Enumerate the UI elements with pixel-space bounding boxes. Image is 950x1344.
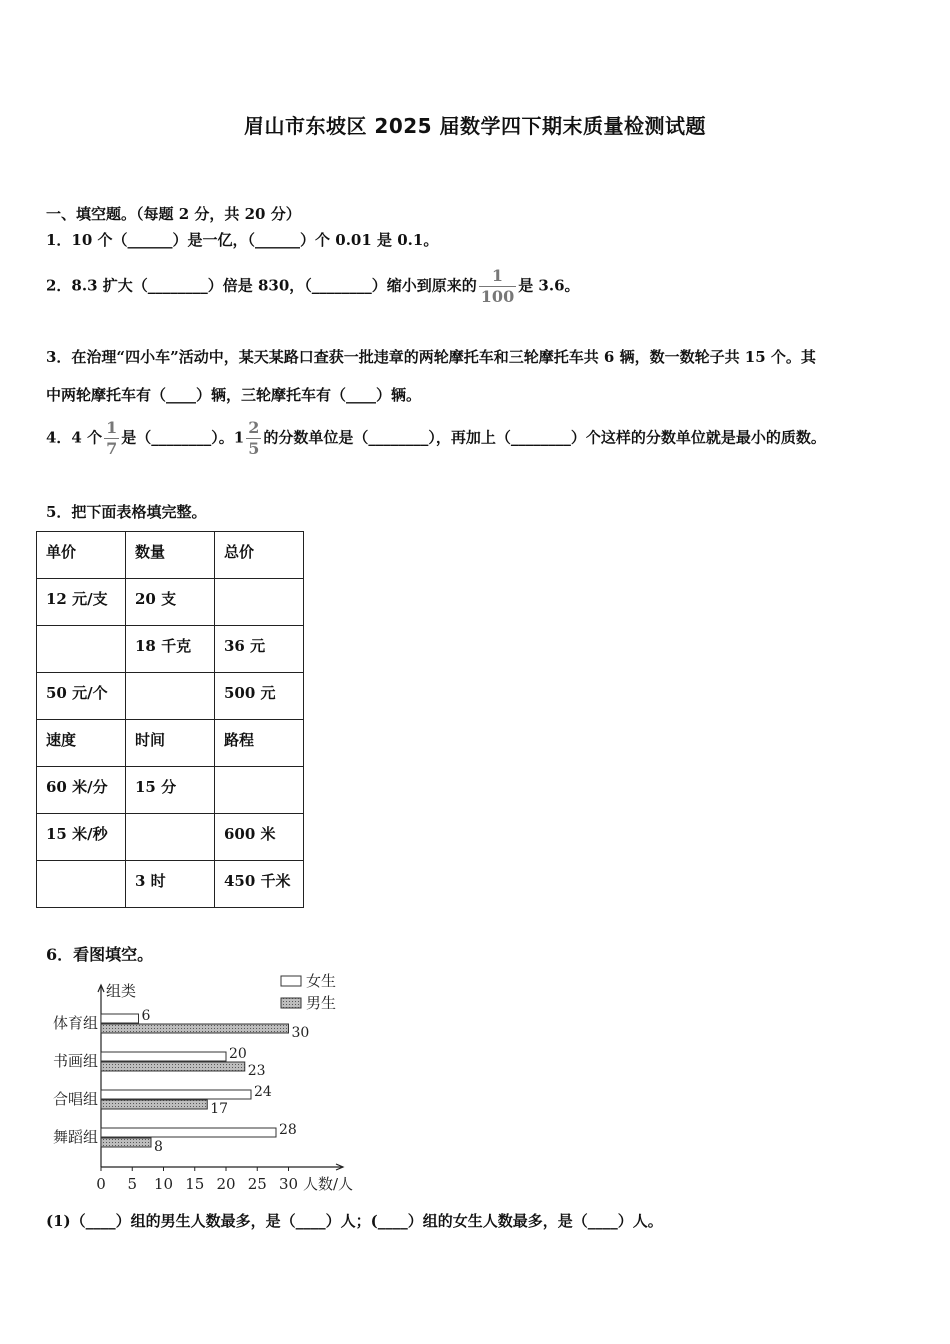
- data-label-boys: 17: [210, 1101, 229, 1117]
- bar-girls: [101, 1014, 139, 1023]
- table-row: [37, 814, 304, 861]
- category-label: 合唱组: [52, 1090, 98, 1108]
- fraction-2-5: [246, 420, 261, 457]
- question-1: 1．10 个（______）是一亿，（______）个 0.01 是 0.1。: [46, 231, 439, 249]
- category-label: 体育组: [52, 1014, 98, 1032]
- table-cell: 500 元: [215, 673, 304, 720]
- table-cell: 60 米/分: [37, 767, 126, 814]
- table-cell: 15 分: [126, 767, 215, 814]
- question-4-pre: 4．4 个: [46, 428, 103, 447]
- table-row: [37, 673, 304, 720]
- legend-label-boys: 男生: [306, 994, 337, 1012]
- table-cell: 36 元: [215, 626, 304, 673]
- x-tick-label: 5: [127, 1175, 138, 1193]
- data-label-girls: 6: [141, 1008, 151, 1024]
- x-tick-label: 0: [96, 1175, 106, 1193]
- question-3-line2: 中两轮摩托车有（____）辆，三轮摩托车有（____）辆。: [46, 386, 422, 404]
- data-label-boys: 30: [291, 1025, 310, 1041]
- table-cell: 15 米/秒: [37, 814, 126, 861]
- bar-boys: [101, 1024, 289, 1033]
- table-cell: 数量: [126, 532, 215, 579]
- bar-boys: [101, 1100, 207, 1109]
- data-label-boys: 23: [247, 1063, 266, 1079]
- table-cell: 450 千米: [215, 861, 304, 908]
- fraction-denominator: 100: [480, 287, 515, 306]
- fraction-1-7: [104, 420, 119, 457]
- table-cell: 50 元/个: [37, 673, 126, 720]
- section-heading: 一、填空题。（每题 2 分，共 20 分）: [46, 205, 301, 223]
- table-cell: 20 支: [126, 579, 215, 626]
- data-label-girls: 24: [254, 1084, 272, 1100]
- question-4: [46, 420, 826, 457]
- bar-boys: [101, 1138, 151, 1147]
- table-cell: [126, 673, 215, 720]
- question-5: 5．把下面表格填完整。: [46, 503, 207, 521]
- question-3-line1: 3．在治理“四小车”活动中，某天某路口查获一批违章的两轮摩托车和三轮摩托车共 6 辆，数一数轮子共 15 个。其: [46, 348, 816, 366]
- bar-girls: [101, 1090, 251, 1099]
- table-cell: 3 时: [126, 861, 215, 908]
- table-cell: [37, 861, 126, 908]
- table-row: [37, 861, 304, 908]
- x-tick-label: 20: [216, 1175, 236, 1193]
- x-tick-label: 25: [247, 1175, 267, 1193]
- category-label: 舞蹈组: [52, 1128, 98, 1146]
- question-6: 6．看图填空。: [46, 945, 154, 964]
- legend-label-girls: 女生: [306, 972, 337, 990]
- table-row: [37, 579, 304, 626]
- y-axis-label: 组类: [106, 982, 137, 1000]
- x-tick-label: 30: [278, 1175, 299, 1193]
- table-cell: [126, 814, 215, 861]
- table-row: [37, 720, 304, 767]
- fraction-numerator: 1: [106, 418, 118, 437]
- bar-girls: [101, 1052, 226, 1061]
- category-label: 书画组: [52, 1052, 98, 1070]
- bar-girls: [101, 1128, 276, 1137]
- fill-in-table: [36, 531, 304, 908]
- question-4-mid: 是（________）。1: [121, 428, 245, 447]
- table-cell: [37, 626, 126, 673]
- bar-boys: [101, 1062, 245, 1071]
- question-2: [46, 268, 580, 305]
- table-row: [37, 626, 304, 673]
- legend-swatch-girls: [281, 976, 301, 986]
- table-cell: 路程: [215, 720, 304, 767]
- data-label-girls: 28: [279, 1122, 297, 1138]
- table-cell: 时间: [126, 720, 215, 767]
- table-cell: [215, 767, 304, 814]
- table-cell: 12 元/支: [37, 579, 126, 626]
- data-label-boys: 8: [154, 1139, 163, 1155]
- table-cell: 总价: [215, 532, 304, 579]
- table-cell: 18 千克: [126, 626, 215, 673]
- question-2-pre: 2．8.3 扩大（________）倍是 830，（________）缩小到原来的: [46, 276, 477, 295]
- fraction-denominator: 7: [106, 439, 118, 458]
- x-axis-label: 人数/人: [303, 1175, 354, 1193]
- x-tick-label: 15: [185, 1175, 205, 1193]
- table-cell: 600 米: [215, 814, 304, 861]
- data-label-girls: 20: [229, 1046, 247, 1062]
- fraction-1-100: [479, 268, 516, 305]
- table-cell: 单价: [37, 532, 126, 579]
- table-cell: 速度: [37, 720, 126, 767]
- legend-swatch-boys: [281, 998, 301, 1008]
- table-row: [37, 767, 304, 814]
- question-6-sub1: (1)（____）组的男生人数最多，是（____）人；(____）组的女生人数最多，是（____）人。: [46, 1212, 663, 1230]
- question-2-post: 是 3.6。: [518, 276, 580, 295]
- table-row: [37, 532, 304, 579]
- question-4-post: 的分数单位是（________），再加上（________）个这样的分数单位就是最小的质数。: [263, 428, 826, 447]
- bar-chart: [40, 965, 370, 1197]
- table-cell: [215, 579, 304, 626]
- fraction-denominator: 5: [248, 439, 260, 458]
- fraction-numerator: 1: [479, 268, 516, 287]
- x-tick-label: 10: [153, 1175, 174, 1193]
- page-title: 眉山市东坡区 2025 届数学四下期末质量检测试题: [243, 114, 707, 138]
- fraction-numerator: 2: [248, 418, 260, 437]
